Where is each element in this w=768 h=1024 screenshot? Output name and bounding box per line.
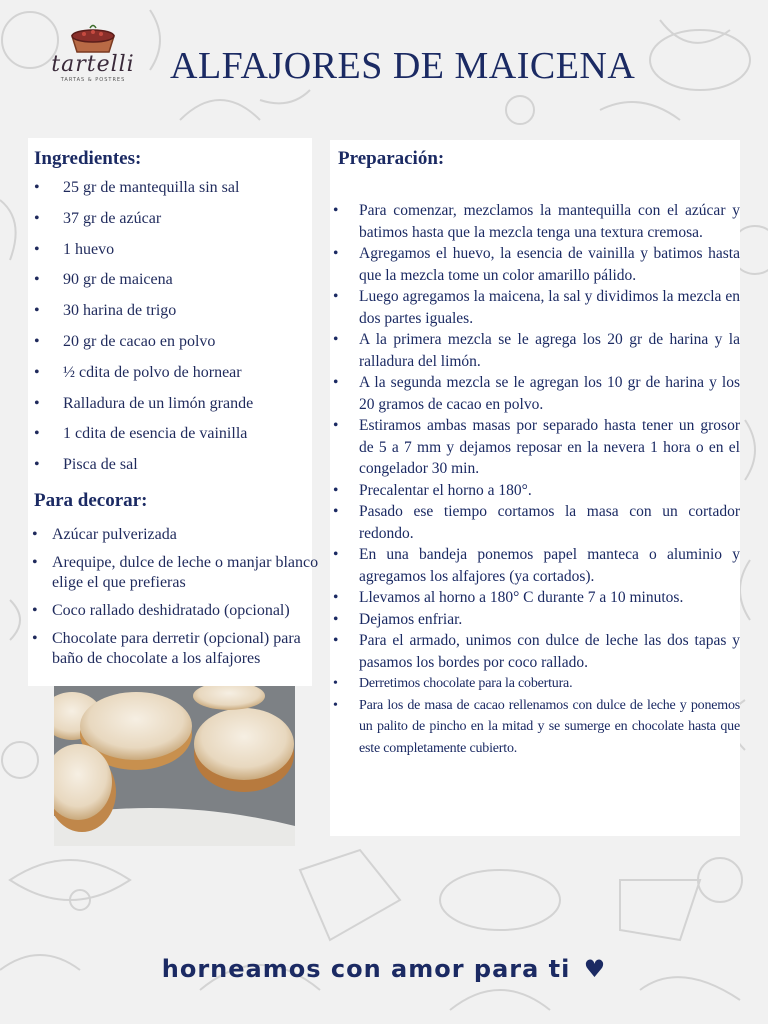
heart-icon: ♥ (583, 955, 607, 983)
step-item: • Precalentar el horno a 180°. (332, 480, 740, 502)
brand-logo (48, 22, 138, 108)
list-item: • Chocolate para derretir (opcional) para baño de chocolate a los alfajores (32, 629, 322, 669)
alfajores-photo (54, 686, 295, 846)
step-item: • Dejamos enfriar. (332, 609, 740, 631)
list-item: • 1 huevo (34, 241, 314, 272)
step-item: • Llevamos al horno a 180° C durante 7 a 10 minutos. (332, 587, 740, 609)
list-item: • 30 harina de trigo (34, 302, 314, 333)
step-item: • A la primera mezcla se le agrega los 20 gr de harina y la ralladura del limón. (332, 329, 740, 372)
list-item: • Azúcar pulverizada (32, 525, 322, 545)
step-item: • En una bandeja ponemos papel manteca o aluminio y agregamos los alfajores (ya cortados). (332, 544, 740, 587)
decorate-heading: Para decorar: (34, 490, 148, 511)
ingredients-heading: Ingredientes: (34, 148, 142, 169)
step-item: • Para los de masa de cacao rellenamos con dulce de leche y ponemos un palito de pincho en la mitad y se sumerge en chocolate hasta que este completamente cubierto. (332, 695, 740, 760)
brand-name: tartelli (51, 52, 135, 77)
ingredients-list (34, 179, 314, 487)
list-item: • 20 gr de cacao en polvo (34, 333, 314, 364)
list-item: • Arequipe, dulce de leche o manjar blanco elige el que prefieras (32, 553, 322, 593)
list-item: • 1 cdita de esencia de vainilla (34, 425, 314, 456)
page-title: ALFAJORES DE MAICENA (170, 45, 636, 87)
list-item: • Coco rallado deshidratado (opcional) (32, 601, 322, 621)
step-item: • Derretimos chocolate para la cobertura. (332, 673, 740, 695)
footer-slogan (0, 955, 768, 983)
step-item: • A la segunda mezcla se le agregan los 10 gr de harina y los 20 gramos de cacao en polvo. (332, 372, 740, 415)
list-item: • Pisca de sal (34, 456, 314, 487)
list-item: • ½ cdita de polvo de hornear (34, 364, 314, 395)
preparation-steps (332, 200, 740, 759)
step-item: • Pasado ese tiempo cortamos la masa con un cortador redondo. (332, 501, 740, 544)
step-item: • Para el armado, unimos con dulce de leche las dos tapas y pasamos los bordes por coco rallado. (332, 630, 740, 673)
step-item: • Agregamos el huevo, la esencia de vainilla y batimos hasta que la mezcla tome un color amarillo pálido. (332, 243, 740, 286)
list-item: • 37 gr de azúcar (34, 210, 314, 241)
list-item: • Ralladura de un limón grande (34, 395, 314, 426)
list-item: • 25 gr de mantequilla sin sal (34, 179, 314, 210)
footer-text: horneamos con amor para ti (161, 955, 571, 983)
list-item: • 90 gr de maicena (34, 271, 314, 302)
step-item: • Estiramos ambas masas por separado hasta tener un grosor de 5 a 7 mm y dejamos reposar en la nevera 1 hora o en el congelador 30 min. (332, 415, 740, 480)
step-item: • Para comenzar, mezclamos la mantequilla con el azúcar y batimos hasta que la mezcla tenga una textura cremosa. (332, 200, 740, 243)
decorate-list (32, 525, 322, 677)
preparation-heading: Preparación: (338, 148, 445, 169)
tart-icon (68, 22, 118, 56)
step-item: • Luego agregamos la maicena, la sal y dividimos la mezcla en dos partes iguales. (332, 286, 740, 329)
brand-tagline: TARTAS & POSTRES (60, 77, 126, 83)
